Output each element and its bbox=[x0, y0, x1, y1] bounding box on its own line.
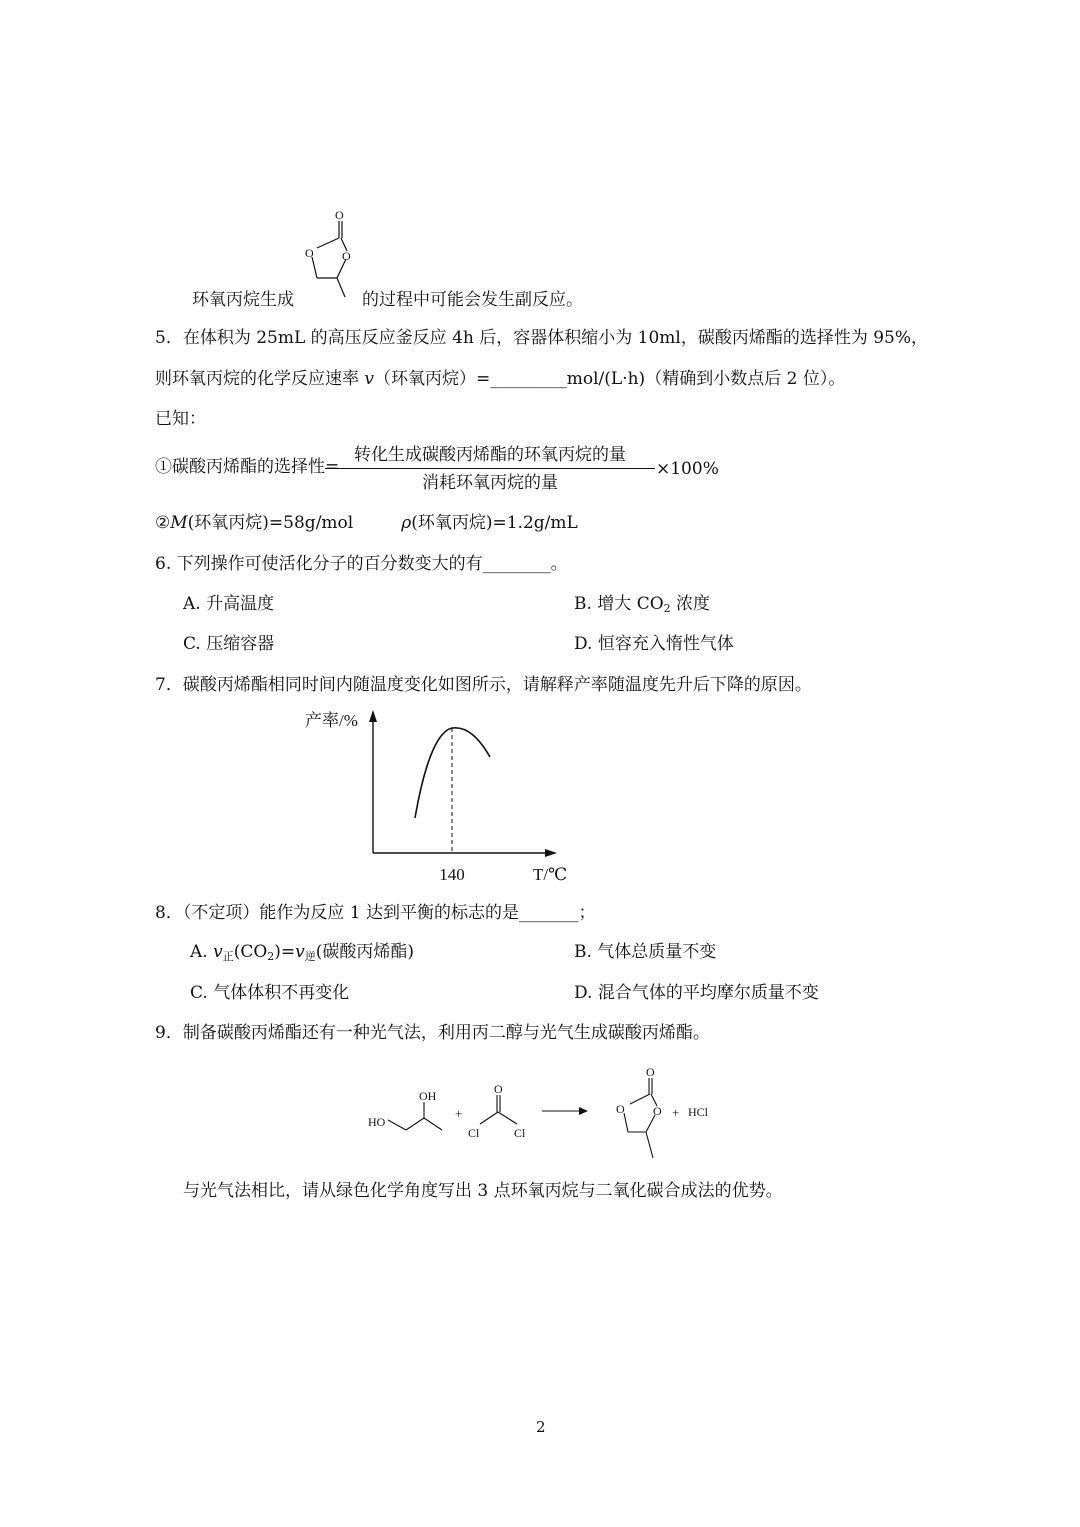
ho-label: HO bbox=[368, 1115, 386, 1129]
q5-answer-blank[interactable]: _________ bbox=[490, 369, 567, 389]
phosgene-reaction-equation bbox=[360, 1060, 730, 1170]
q8-option-c[interactable]: C. 气体体积不再变化 bbox=[190, 983, 350, 1003]
ring-o2-label: O bbox=[342, 249, 351, 263]
page-number: 2 bbox=[536, 1418, 546, 1436]
ring-o1-label: O bbox=[305, 246, 314, 260]
q6-option-b[interactable]: B. 增大 $CO_2$ 浓度 bbox=[574, 594, 711, 615]
propylene-carbonate-structure bbox=[295, 205, 355, 301]
q8-stem: 8．（不定项）能作为反应 1 达到平衡的标志的是_______； bbox=[155, 903, 596, 923]
q6-option-d[interactable]: D. 恒容充入惰性气体 bbox=[574, 634, 734, 654]
q5-line2: 则环氧丙烷的化学反应速率 v（环氧丙烷）=_________mol/(L·h)（精确到小数点后 2 位）。 bbox=[155, 369, 846, 389]
q8-option-b[interactable]: B. 气体总质量不变 bbox=[574, 942, 717, 962]
fraction-numerator: 转化生成碳酸丙烯酯的环氧丙烷的量 bbox=[325, 444, 655, 469]
product-o-top: O bbox=[646, 1065, 655, 1079]
chart-xlabel: T/℃ bbox=[533, 865, 568, 884]
chart-ylabel: 产率/% bbox=[305, 711, 358, 730]
q5-item2: ②M(环氧丙烷)=58g/mol ρ(环氧丙烷)=1.2g/mL bbox=[155, 513, 578, 533]
q9-followup: 与光气法相比，请从绿色化学角度写出 3 点环氧丙烷与二氧化碳合成法的优势。 bbox=[183, 1181, 783, 1201]
q5-line1: 5．在体积为 25mL 的高压反应釜反应 4h 后，容器体积缩小为 10ml，碳酸丙烯酯的选择性为 95%， bbox=[155, 328, 929, 348]
q5-item1-label: ①碳酸丙烯酯的选择性= bbox=[155, 457, 340, 477]
oh-label: OH bbox=[419, 1089, 437, 1103]
product-o1: O bbox=[616, 1102, 625, 1116]
plus-sign-2: + bbox=[672, 1105, 680, 1120]
q8-option-d[interactable]: D. 混合气体的平均摩尔质量不变 bbox=[574, 983, 819, 1003]
selectivity-fraction bbox=[325, 444, 655, 494]
q6-option-c[interactable]: C. 压缩容器 bbox=[183, 634, 275, 654]
q5-item1-tail: ×100% bbox=[656, 459, 719, 479]
y-axis-arrow bbox=[369, 710, 377, 722]
q8-option-a[interactable]: A. $v_正(CO_2)=v_逆$(碳酸丙烯酯) bbox=[190, 942, 415, 963]
q5-known-label: 已知： bbox=[155, 409, 206, 429]
q6-stem: 6. 下列操作可使活化分子的百分数变大的有________。 bbox=[155, 554, 568, 574]
phosgene-o-label: O bbox=[494, 1082, 503, 1096]
product-o2: O bbox=[653, 1104, 662, 1118]
fraction-denominator: 消耗环氧丙烷的量 bbox=[422, 473, 558, 493]
q7-stem: 7．碳酸丙烯酯相同时间内随温度变化如图所示，请解释产率随温度先升后下降的原因。 bbox=[155, 675, 812, 695]
cl-label-1: Cl bbox=[468, 1126, 480, 1140]
x-tick-140: 140 bbox=[439, 865, 465, 884]
carbonyl-o-label: O bbox=[335, 208, 344, 222]
plus-sign-1: + bbox=[455, 1106, 463, 1121]
cl-label-2: Cl bbox=[514, 1126, 526, 1140]
yield-temperature-chart bbox=[295, 700, 585, 890]
intro-text-after: 的过程中可能会发生副反应。 bbox=[362, 290, 583, 310]
q9-stem: 9．制备碳酸丙烯酯还有一种光气法，利用丙二醇与光气生成碳酸丙烯酯。 bbox=[155, 1023, 710, 1043]
q6-option-a[interactable]: A. 升高温度 bbox=[183, 594, 275, 614]
hcl-label: HCl bbox=[688, 1105, 709, 1119]
x-axis-arrow bbox=[545, 849, 557, 857]
intro-text-before: 环氧丙烷生成 bbox=[192, 290, 294, 310]
